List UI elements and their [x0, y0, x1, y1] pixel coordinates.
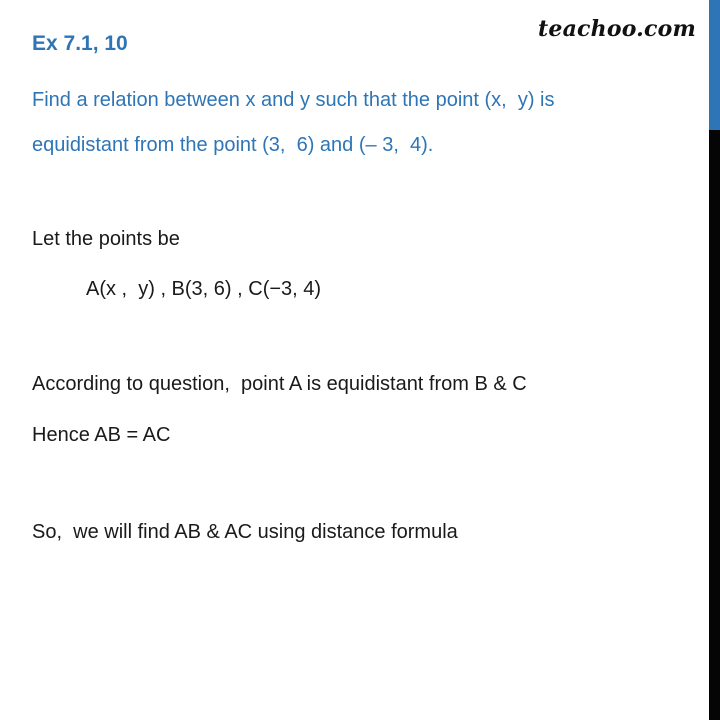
exercise-title: Ex 7.1, 10	[32, 32, 128, 55]
solution-line-3: According to question, point A is equidistant from B & C	[32, 373, 527, 395]
solution-line-4: Hence AB = AC	[32, 424, 171, 446]
side-bar-dark	[709, 130, 720, 720]
solution-line-1: Let the points be	[32, 228, 180, 250]
solution-points-line: A(x , y) , B(3, 6) , C(−3, 4)	[86, 278, 322, 300]
side-bar-accent	[709, 0, 720, 130]
solution-line-5: So, we will find AB & AC using distance formula	[32, 521, 458, 543]
question-line-1: Find a relation between x and y such that the point (x, y) is	[32, 89, 555, 111]
question-line-2: equidistant from the point (3, 6) and (– 3, 4).	[32, 134, 434, 156]
brand-logo: teachoo.com	[538, 16, 696, 42]
question-text	[32, 78, 692, 168]
